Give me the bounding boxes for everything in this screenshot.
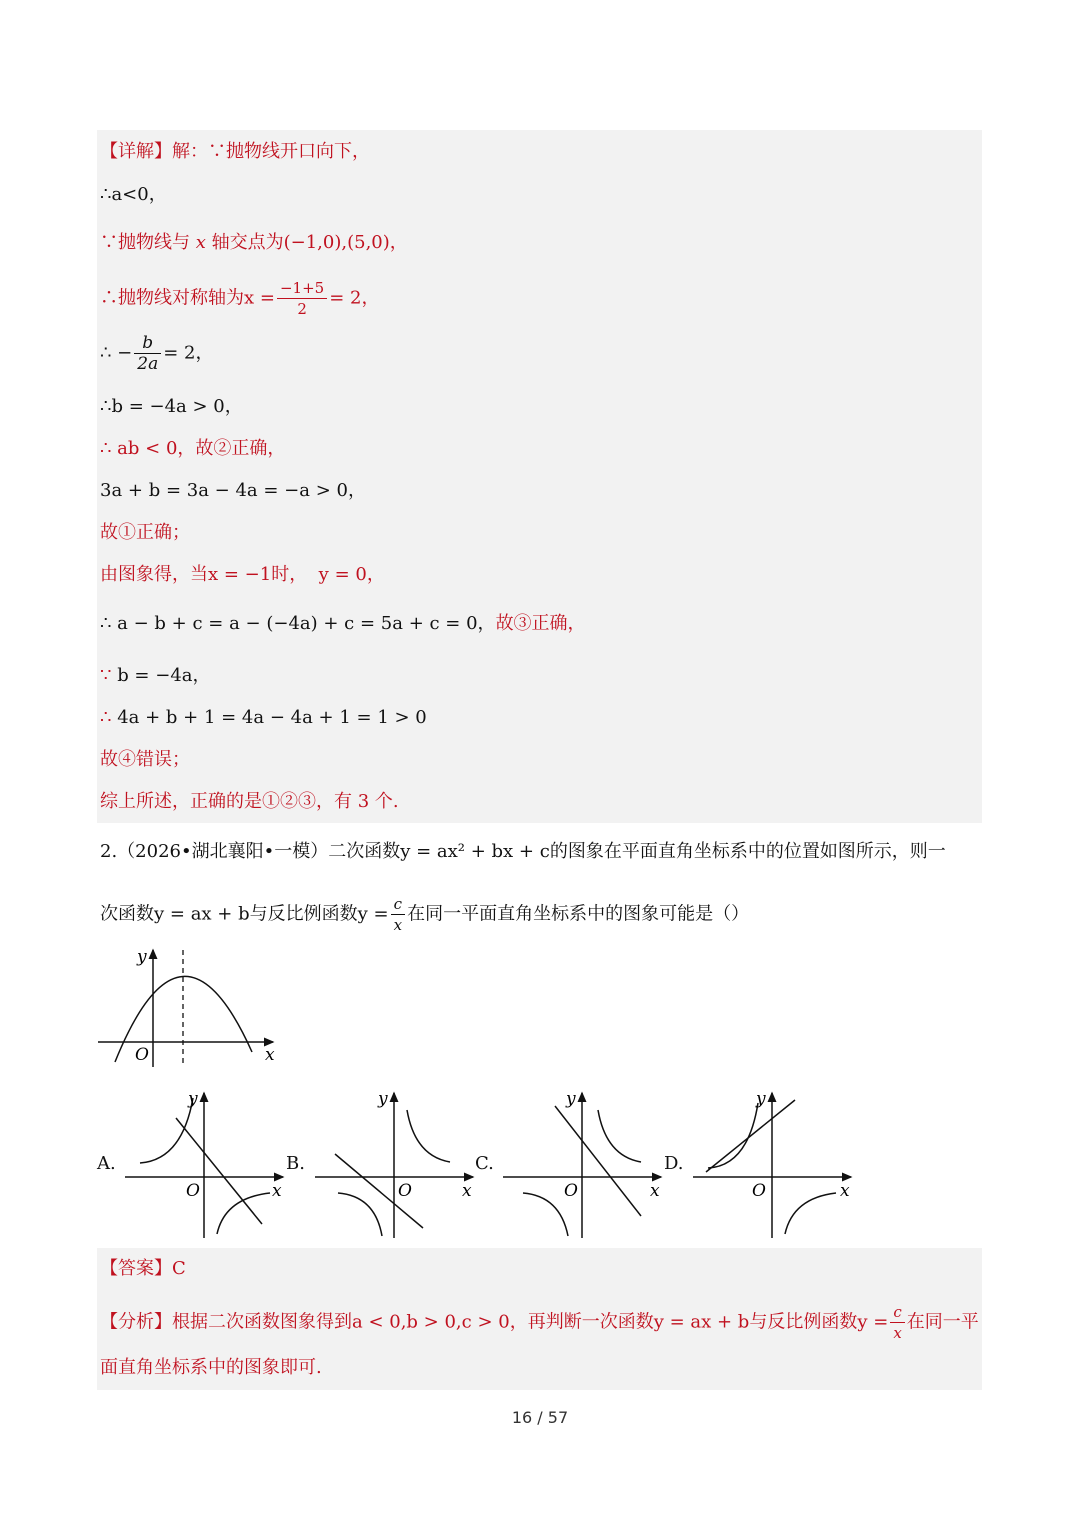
hyperbola-branch	[338, 1193, 382, 1236]
hyperbola-branch	[598, 1110, 641, 1162]
solution-line-1: 【详解】解：∵抛物线开口向下，	[100, 141, 370, 162]
parabola-figure	[95, 942, 285, 1072]
solution-line-4: ∴抛物线对称轴为x = $\frac{-1+5}{2}$ = 2，	[100, 279, 380, 318]
svg-text:y: y	[378, 1089, 388, 1109]
question-line-1: 2.（2026•湖北襄阳•一模）二次函数y = ax² + bx + c的图象在平面直角坐标系中的位置如图所示，则一	[100, 841, 946, 862]
solution-line-13: ∴ 4a + b + 1 = 4a − 4a + 1 = 1 > 0	[100, 707, 427, 728]
analysis-tag: 【分析】	[100, 1311, 172, 1333]
option-b-label[interactable]: B.	[286, 1153, 305, 1174]
option-c-graph[interactable]	[498, 1088, 668, 1240]
svg-text:O: O	[752, 1181, 766, 1201]
svg-text:y: y	[756, 1089, 766, 1109]
svg-text:O: O	[564, 1181, 578, 1201]
svg-text:y: y	[566, 1089, 576, 1109]
solution-line-7: ∴ ab < 0，故②正确，	[100, 438, 286, 459]
hyperbola-branch	[407, 1110, 450, 1162]
svg-text:O: O	[398, 1181, 412, 1201]
x-axis-label: x	[265, 1045, 275, 1065]
question-line-2: 次函数y = ax + b与反比例函数y = $\frac{c}{x}$ 在同一平面直角坐标系中的图象可能是（）	[100, 895, 750, 934]
solution-line-15: 综上所述，正确的是①②③，有 3 个.	[100, 791, 399, 812]
solution-line-12: ∵ b = −4a，	[100, 665, 211, 686]
analysis-line-2: 面直角坐标系中的图象即可.	[100, 1357, 322, 1378]
solution-line-3: ∵抛物线与 x 轴交点为(−1,0),(5,0)，	[100, 232, 408, 253]
linear-line	[176, 1118, 262, 1224]
fraction: $\frac{-1+5}{2}$	[277, 278, 327, 319]
option-a-label[interactable]: A.	[97, 1153, 116, 1174]
y-axis-label: y	[137, 947, 147, 967]
hyperbola-branch	[785, 1193, 836, 1234]
hyperbola-branch	[523, 1193, 568, 1236]
page-number: 16 / 57	[511, 1408, 569, 1427]
solution-line-10: 由图象得，当x = −1时， y = 0，	[100, 564, 385, 585]
svg-text:y: y	[188, 1089, 198, 1109]
solution-line-5: ∴ − $\frac{b}{2a}$ = 2，	[100, 333, 214, 374]
fraction: $\frac{c}{x}$	[391, 894, 405, 935]
answer-line	[100, 1257, 186, 1281]
detail-tag: 【详解】	[100, 141, 172, 162]
svg-text:O: O	[186, 1181, 200, 1201]
option-a-graph[interactable]	[120, 1088, 290, 1240]
svg-text:x: x	[840, 1181, 850, 1201]
solution-line-9: 故①正确；	[100, 522, 190, 543]
option-c-label[interactable]: C.	[475, 1153, 494, 1174]
svg-text:x: x	[650, 1181, 660, 1201]
origin-label: O	[135, 1045, 149, 1065]
linear-line	[706, 1100, 795, 1172]
answer-tag: 【答案】	[100, 1258, 172, 1279]
option-d-graph[interactable]	[688, 1088, 858, 1240]
hyperbola-branch	[140, 1098, 193, 1163]
solution-line-8: 3a + b = 3a − 4a = −a > 0，	[100, 480, 366, 501]
solution-line-14: 故④错误；	[100, 749, 190, 770]
fraction: $\frac{c}{x}$	[890, 1302, 904, 1343]
solution-line-11: ∴ a − b + c = a − (−4a) + c = 5a + c = 0，故③正确，	[100, 613, 586, 634]
solution-line-2: ∴a<0，	[100, 184, 167, 205]
svg-text:x: x	[462, 1181, 472, 1201]
hyperbola-branch	[217, 1193, 270, 1234]
fraction: $\frac{b}{2a}$	[134, 333, 161, 374]
answer-value: C	[172, 1258, 186, 1279]
option-b-graph[interactable]	[310, 1088, 480, 1240]
svg-text:x: x	[272, 1181, 282, 1201]
option-d-label[interactable]: D.	[664, 1153, 684, 1174]
solution-line-6: ∴b = −4a > 0，	[100, 396, 243, 417]
analysis-line-1: 【分析】根据二次函数图象得到a < 0,b > 0,c > 0，再判断一次函数y = ax + b与反比例函数y = $\frac{c}{x}$ 在同一平	[100, 1303, 979, 1342]
